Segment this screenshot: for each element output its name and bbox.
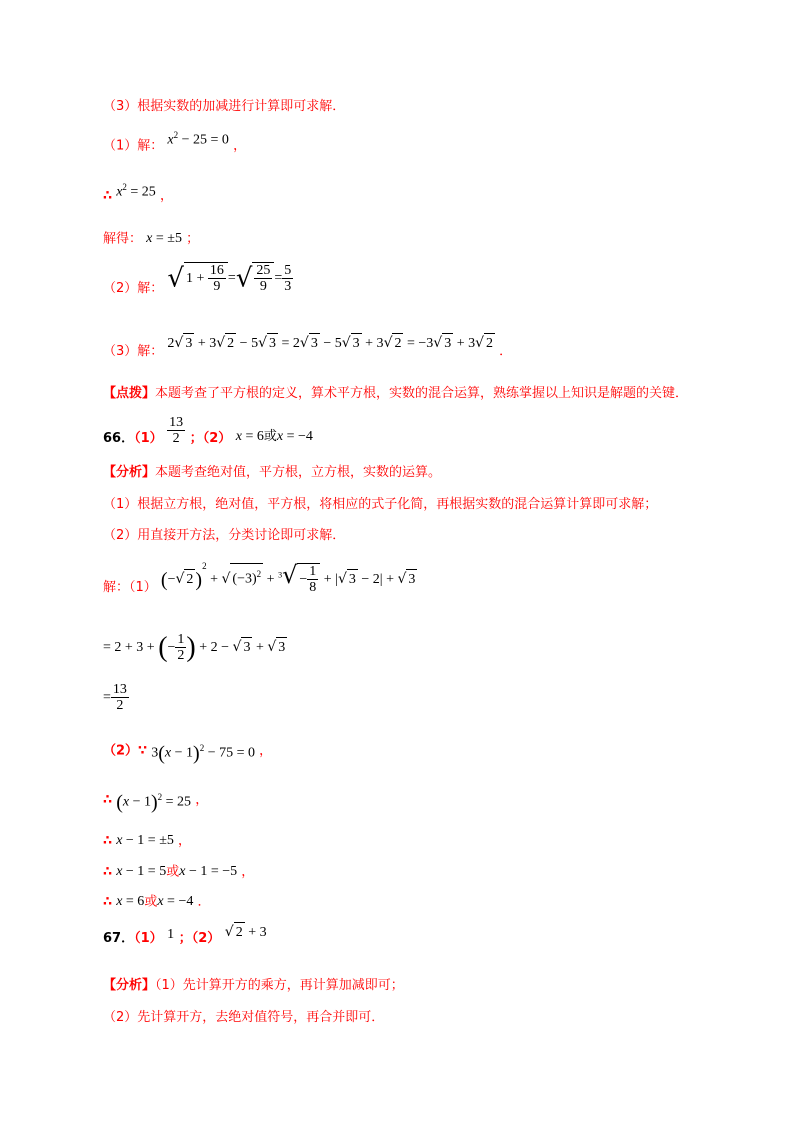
step-66-2: [103, 632, 287, 664]
math-step-3: = $\frac{13}{2}$: [103, 682, 127, 714]
solve-line: 解得： x = ±5 ；: [103, 229, 199, 250]
answer-67: 67．（1） 1 ；（2） √ 2 + 3: [103, 924, 267, 946]
analysis-66-2: （2）用直接开方法，分类讨论即可求解．: [103, 528, 346, 543]
solution-3-line: （3）解： 2√ 3 + 3√ 2 − 5√ 3 = 2√ 3 − 5√ 3 + 3√ 2 = −3√ 3 + 3√ 2 ．: [103, 335, 513, 359]
solution-66-1: 解：（1） (−√ 2 )$^2$ + √ $(-3)^2 + ^3√$ − $\frac{1}{8}$ + |√ 3 − 2| + √ 3: [103, 561, 416, 596]
math-eq-4: 2√ 3 + 3√ 2 − 5√ 3 = 2√ 3 − 5√ 3 + 3√ 2 = −3√ 3 + 3√ 2: [167, 333, 495, 354]
math-eq-2: $x^2 = 25$: [116, 182, 156, 200]
answer-66: 66．（1） $\frac{13}{2}$ ；（2） x = 6或x = −4: [103, 415, 313, 447]
math-eq-1: $x^2 - 25 = 0$: [167, 130, 229, 148]
math-frac-13-2: $\frac{13}{2}$: [169, 415, 184, 447]
part2-line-5: ∴ x = 6或x = −4 ．: [103, 892, 211, 913]
math-expr-66: (−√ 2 )$^2$ + √ $(-3)^2 + ^3√$ − $\frac{1}{8}$ + |√ 3 − 2| + √ 3: [160, 561, 416, 596]
math-eq-9: x − 1 = ±5: [116, 833, 174, 848]
step-66-3: [103, 682, 129, 714]
math-eq-8: $(x - 1)^2 = 25$: [116, 791, 192, 814]
solution-1-line: （1）解： $x^2 - 25 = 0$ ，: [103, 133, 246, 159]
part2-line-1: （2）∵ $3(x - 1)^2 - 75 = 0$ ，: [103, 738, 272, 764]
math-eq-3: x = ±5: [146, 231, 182, 246]
math-eq-6: x = −4: [276, 428, 313, 444]
part2-line-2: ∴ $(x - 1)^2 = 25$ ，: [103, 787, 208, 813]
math-eq-12: x = 6: [116, 894, 145, 909]
part2-line-3: ∴ x − 1 = ±5 ，: [103, 831, 191, 852]
solution-2-line: （2）解： √ 1 + $\frac{16}{9}$ =√ $\frac{25}{9}$ = $\frac{5}{3}$: [103, 262, 292, 296]
math-eq-10: x − 1 = 5: [116, 864, 167, 879]
math-step-2: = 2 + 3 + (− $\frac{1}{2}$ ) + 2 − √ 3 + √ 3: [103, 631, 286, 664]
math-eq-13: x = −4: [157, 894, 194, 909]
math-sqrt-expr: √ 1 + $\frac{16}{9}$ =√ $\frac{25}{9}$ = $\frac{5}{3}$: [167, 262, 292, 295]
analysis-66-1: （1）根据立方根，绝对值，平方根，将相应的式子化简，再根据实数的混合运算计算即可求解；: [103, 497, 658, 512]
analysis-66: 【分析】本题考查绝对值，平方根，立方根，实数的运算。: [103, 465, 442, 480]
tip-line: 【点拨】本题考查了平方根的定义，算术平方根，实数的混合运算，熟练掌握以上知识是解题的关键．: [103, 386, 689, 401]
analysis-67: 【分析】（1）先计算开方的乘方，再计算加减即可；: [103, 978, 404, 993]
math-eq-7: $3(x - 1)^2 - 75 = 0$: [151, 742, 255, 765]
math-answer-67-1: 1: [167, 926, 175, 942]
hint-line-3: （3）根据实数的加减进行计算即可求解．: [103, 99, 346, 114]
therefore-line-1: ∴ $x^2 = 25$ ，: [103, 183, 173, 209]
part2-line-4: ∴ x − 1 = 5或x − 1 = −5 ，: [103, 862, 254, 883]
analysis-67-2: （2）先计算开方，去绝对值符号，再合并即可．: [103, 1010, 385, 1025]
math-eq-5: x = 6: [235, 428, 264, 444]
math-eq-11: x − 1 = −5: [179, 864, 238, 879]
math-answer-67-2: √ 2 + 3: [225, 922, 267, 943]
